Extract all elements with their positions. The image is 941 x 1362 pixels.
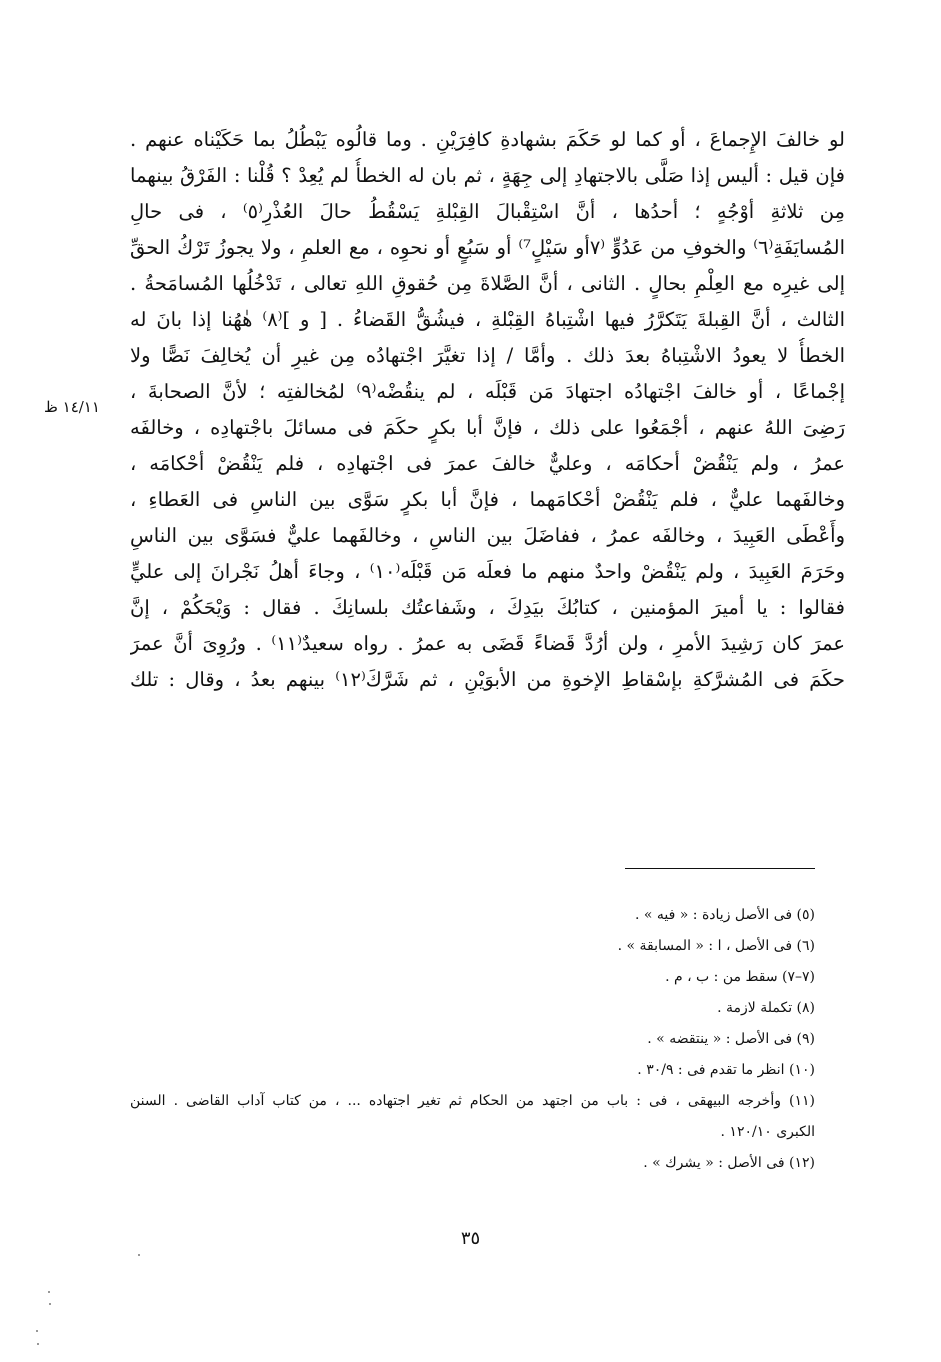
page-number: ٣٥ [460,1228,481,1249]
text-line: إجْماعًا ، أو خالفَ اجْتهادُه اجتهادَ مَن قَبْلَه ، لم ينقُضْه⁽٩⁾ لمُخالفتِه ؛ لأنَّ الصحابةَ ، [130,380,845,403]
text-line: مِن ثلاثةِ أوْجُهٍ ؛ أحدُها ، أنَّ اسْتِقْبالَ القِبْلةِ يَسْقُطُ حالَ العُذْرِ⁽٥⁾ ، فى حالِ [130,200,845,223]
text-line: فقالوا : يا أميرَ المؤمنين ، كتابُكَ بيَدِكَ ، وشَفاعتُك بلسانِكَ . فقال : وَيْحَكُمْ ، إنَّ [130,596,845,619]
text-line: عمرُ ، ولم يَنْقُضْ أحكامَه ، وعليٌّ خالفَ عمرَ فى اجْتهادِه ، فلم يَنْقُضْ أحْكامَه ، [130,452,845,475]
scan-speck [37,1343,39,1345]
footnote: (١٠) انظر ما تقدم فى : ٣٠/٩ . [637,1062,815,1078]
text-line: رَضِىَ اللهُ عنهم ، أجْمَعُوا على ذلك ، فإنَّ أبا بكرٍ حكَمَ فى مسائلَ باجْتهادِه ، وخالفَه [130,416,845,439]
text-line: إلى غيرِه مع العِلْمِ بحالٍ . الثانى ، أنَّ الصَّلاةَ مِن حُقوقِ اللهِ تعالى ، تَدْخُلُها المُسامَحةُ . [130,272,845,295]
main-text-block [130,122,845,698]
footnote-continuation: الكبرى ١٢٠/١٠ . [720,1124,815,1140]
footnote-separator [625,868,815,869]
text-line: عمرَ كان رَشِيدَ الأمرِ ، ولن أرُدَّ قَضاءً قَضَى به عمرُ . رواه سعيدٌ⁽١١⁾ . ورُوِىَ أنَّ عمرَ [130,632,845,655]
text-line: المُسايَفَةِ⁽٦⁾ والخوفِ من عَدُوٍّ ⁽٧أو سَيْلٍ⁷⁾ أو سَبُعٍ أو نحوِه ، مع العلمِ ، ولا يجوزُ تَرْكُ الحقِّ [130,236,845,259]
text-line: فإن قيل : أليس إذا صَلَّى بالاجتهادِ إلى جِهَةٍ ، ثم بان له الخطأُ لم يُعِدْ ؟ قُلْنا : الفَرْقُ بينهما [130,164,845,187]
scan-speck [49,1303,51,1305]
footnote: (٨) تكملة لازمة . [717,1000,815,1016]
scan-speck [36,1330,38,1332]
scan-speck [48,1291,50,1293]
footnote: (٦) فى الأصل ، ا : « المسابقة » . [617,938,815,954]
text-line: حكَمَ فى المُشرَّكةِ بإسْقاطِ الإخوةِ من الأبوَيْنِ ، ثم شَرَّكَ⁽١٢⁾ بينهم بعدُ ، وقال : تلك [130,668,845,691]
footnotes-block [130,900,815,1179]
text-line: لو خالفَ الإِجماعَ ، أو كما لو حَكَمَ بشهادةِ كافِرَيْنِ . وما قالُوه يَبْطُلُ بما حَكَيْناه عنهم . [130,128,845,151]
footnote: (٧–٧) سقط من : ب ، م . [665,969,815,985]
manuscript-folio-note: ١٤/١١ ظ [44,398,100,416]
scan-speck [138,1254,140,1256]
text-line: الثالث ، أنَّ القِبلةَ يَتَكرَّرُ فيها اشْتِباهُ القِبْلةِ ، فيشُقُّ القَضاءُ . [ و ]⁽٨⁾ هٰهُنا إذا بانَ له [130,308,845,331]
text-line: الخطأُ لا يعودُ الاشْتِباهُ بعدَ ذلك . وأمَّا / إذا تغيَّرَ اجْتهادُه مِن غيرِ أن يُخالِفَ نَصًّا ولا [130,344,845,367]
text-line: وخالفَهما عليٌّ ، فلم يَنْقُضْ أحْكامَهما ، فإنَّ أبا بكرٍ سَوَّى بين الناسِ فى العَطاءِ ، [130,488,845,511]
text-line: وحَرَمَ العَبِيدَ ، ولم يَنْقُضْ واحدٌ منهم ما فعلَه مَن قَبْلَه⁽١٠⁾ ، وجاءَ أهلُ نَجْرانَ إلى عليٍّ [130,560,845,583]
text-line: وأَعْطَى العَبِيدَ ، وخالفَه عمرُ ، ففاضَلَ بين الناسِ ، وخالفَهما عليٌّ فسَوَّى بين الناسِ [130,524,845,547]
footnote: (١٢) فى الأصل : « يشرك » . [643,1155,815,1171]
footnote: (١١) وأخرجه البيهقى ، فى : باب من اجتهد من الحكام ثم تغير اجتهاده ... ، من كتاب آداب القاضى . السنن [130,1093,815,1109]
footnote: (٩) فى الأصل : « ينتقضه » . [647,1031,815,1047]
footnote: (٥) فى الأصل زيادة : « فيه » . [634,907,815,923]
